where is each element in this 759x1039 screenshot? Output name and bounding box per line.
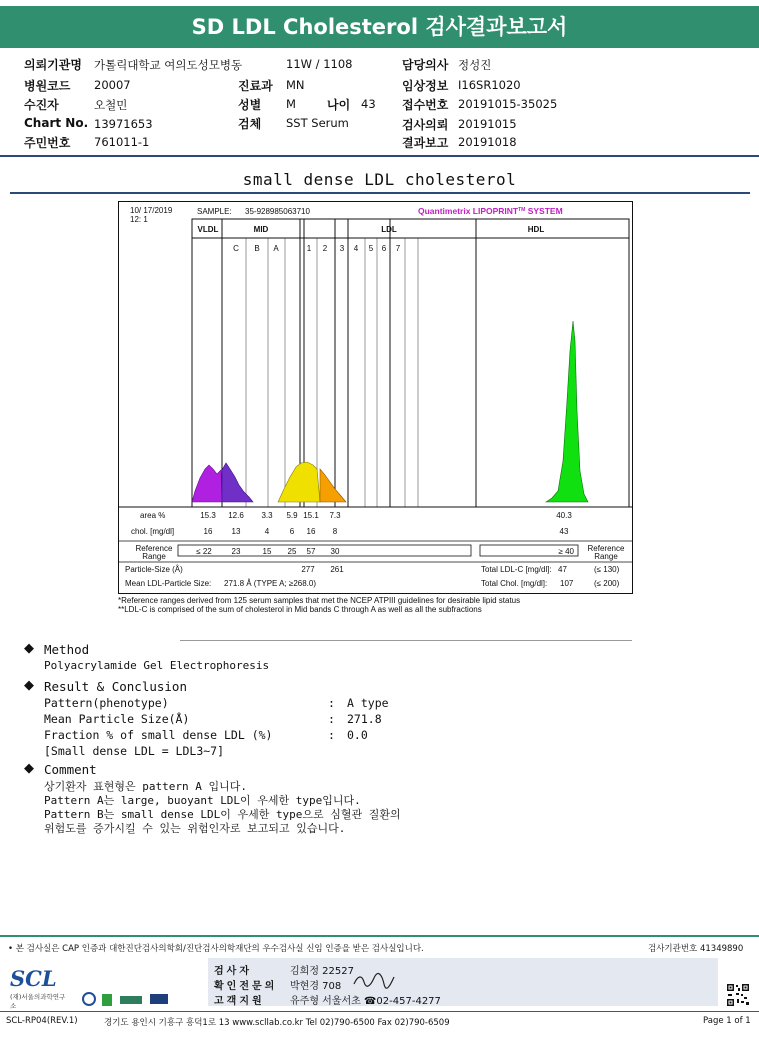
particle-size-1: 277 bbox=[301, 565, 315, 574]
ref-hdl-value: ≥ 40 bbox=[558, 547, 574, 556]
request-label: 검사의뢰 bbox=[402, 118, 449, 132]
ref-label-line1: Reference bbox=[135, 544, 173, 553]
subband-label: 4 bbox=[353, 244, 359, 253]
mean-size-value: 271.8 Å (TYPE A; ≥268.0) bbox=[224, 579, 316, 588]
sex-label: 성별 bbox=[238, 98, 262, 112]
result-sep-pattern: : bbox=[328, 696, 335, 710]
footnotes bbox=[118, 596, 638, 614]
staff-role-support: 고객지원 bbox=[214, 996, 265, 1007]
comment-heading: Comment bbox=[44, 762, 97, 777]
sample-label: SAMPLE: bbox=[197, 207, 232, 216]
clinical-info-label: 임상정보 bbox=[402, 79, 449, 93]
staff-name-specialist: 박현경 708 bbox=[290, 981, 342, 992]
request-value: 20191015 bbox=[458, 117, 517, 131]
area-value: 15.3 bbox=[200, 511, 216, 520]
diamond-bullet-icon: ◆ bbox=[24, 641, 34, 656]
comment-line-3: Pattern B는 small dense LDL이 우세한 type으로 심혈관 질환의 bbox=[44, 808, 401, 821]
footer-bottom-rule bbox=[0, 1011, 759, 1012]
subband-label: B bbox=[254, 244, 260, 253]
kaclm-logo-icon bbox=[150, 994, 168, 1004]
group-label-mid: MID bbox=[253, 225, 269, 234]
institution-label: 의뢰기관명 bbox=[24, 58, 82, 72]
age-value: 43 bbox=[361, 97, 376, 111]
info-divider bbox=[0, 155, 759, 157]
method-text: Polyacrylamide Gel Electrophoresis bbox=[44, 659, 270, 672]
brand-label: Quantimetrix LIPOPRINT™ SYSTEM bbox=[418, 206, 563, 216]
footer-top-rule bbox=[0, 935, 759, 937]
chart-no-value: 13971653 bbox=[94, 117, 153, 131]
doctor-value: 정성진 bbox=[458, 58, 492, 72]
chol-value: 16 bbox=[203, 527, 213, 536]
hospital-code-value: 20007 bbox=[94, 78, 131, 92]
receipt-label: 접수번호 bbox=[402, 98, 449, 112]
lab-address: 경기도 용인시 기흥구 흥덕1로 13 www.scllab.co.kr Tel 02)790-6500 Fax 02)790-6509 bbox=[104, 1018, 450, 1028]
subband-label: 3 bbox=[339, 244, 345, 253]
result-value-pattern: A type bbox=[347, 696, 389, 710]
form-code: SCL-RP04(REV.1) bbox=[6, 1016, 78, 1026]
staff-role-specialist: 확인전문의 bbox=[214, 981, 278, 992]
doctor-label: 담당의사 bbox=[402, 58, 449, 72]
hospital-code-label: 병원코드 bbox=[24, 79, 71, 93]
subband-label: 1 bbox=[306, 244, 312, 253]
patient-label: 수진자 bbox=[24, 98, 59, 112]
total-ldl-label: Total LDL-C [mg/dl]: bbox=[481, 565, 552, 574]
certification-text: • 본 검사실은 CAP 인증과 대한진단검사의학회/진단검사의학재단의 우수검사실 신임 인증을 받은 검사실입니다. bbox=[8, 944, 424, 954]
group-label-vldl: VLDL bbox=[197, 225, 219, 234]
ref-value: 23 bbox=[231, 547, 241, 556]
staff-name-tester: 김희정 22527 bbox=[290, 966, 354, 977]
staff-role-tester: 검사자 bbox=[214, 966, 252, 977]
area-value: 40.3 bbox=[556, 511, 572, 520]
result-label-pattern: Pattern(phenotype) bbox=[44, 696, 169, 710]
total-ldl-ref: (≤ 130) bbox=[594, 565, 620, 574]
ref-label-line2: Range bbox=[142, 552, 166, 561]
chol-value: 16 bbox=[306, 527, 316, 536]
age-label: 나이 bbox=[327, 98, 351, 112]
specimen-value: SST Serum bbox=[286, 116, 349, 130]
footnote-1: *Reference ranges derived from 125 serum samples that met the NCEP ATPIII guidelines for desirable lipid status bbox=[118, 596, 521, 605]
specimen-label: 검체 bbox=[238, 117, 262, 131]
total-chol-ref: (≤ 200) bbox=[594, 579, 620, 588]
method-heading: Method bbox=[44, 642, 90, 657]
chol-value: 6 bbox=[289, 527, 295, 536]
result-label-size: Mean Particle Size(Å) bbox=[44, 712, 190, 726]
id-label: 주민번호 bbox=[24, 136, 71, 150]
ref-value: 30 bbox=[330, 547, 340, 556]
dept-label: 진료과 bbox=[238, 79, 273, 93]
ksmi-logo-icon bbox=[120, 996, 142, 1004]
area-value: 15.1 bbox=[303, 511, 319, 520]
qr-code-icon bbox=[726, 983, 750, 1007]
sex-value: M bbox=[286, 97, 296, 111]
footnote-2: **LDL-C is comprised of the sum of cholesterol in Mid bands C through A as well as all the subfractions bbox=[118, 605, 482, 614]
ref-label-right-2: Range bbox=[594, 552, 618, 561]
result-value-fraction: 0.0 bbox=[347, 728, 368, 742]
ref-value: 57 bbox=[306, 547, 316, 556]
area-label: area % bbox=[140, 511, 166, 520]
staff-name-support: 유주형 서울서초 ☎02-457-4277 bbox=[290, 996, 441, 1007]
chol-value: 8 bbox=[332, 527, 338, 536]
scl-logo-subtitle: (재)서울의과학연구소 bbox=[10, 993, 66, 1010]
accreditation-logos bbox=[80, 990, 175, 1008]
area-value: 5.9 bbox=[286, 511, 298, 520]
subband-label: 5 bbox=[368, 244, 374, 253]
section-title: small dense LDL cholesterol bbox=[242, 170, 517, 189]
total-chol-value: 107 bbox=[560, 579, 574, 588]
chol-value: 4 bbox=[264, 527, 270, 536]
result-label-fraction: Fraction % of small dense LDL (%) bbox=[44, 728, 273, 742]
staff-box bbox=[208, 958, 718, 1006]
comment-line-1: 상기환자 표현형은 pattern A 입니다. bbox=[44, 780, 247, 793]
section-divider bbox=[10, 192, 750, 194]
receipt-value: 20191015-35025 bbox=[458, 97, 558, 111]
result-sep-fraction: : bbox=[328, 728, 335, 742]
subband-label: 6 bbox=[381, 244, 387, 253]
cap-logo-icon bbox=[83, 993, 95, 1005]
chart-no-label: Chart No. bbox=[24, 116, 89, 130]
kslm-logo-icon bbox=[102, 994, 112, 1006]
comment-line-4: 위험도를 증가시킬 수 있는 위험인자로 보고되고 있습니다. bbox=[44, 822, 346, 835]
id-value: 761011-1 bbox=[94, 135, 150, 149]
particle-size-2: 261 bbox=[330, 565, 344, 574]
result-note: [Small dense LDL = LDL3~7] bbox=[44, 744, 225, 758]
diamond-bullet-icon: ◆ bbox=[24, 761, 34, 776]
ward-value: 11W / 1108 bbox=[286, 57, 353, 71]
result-sep-size: : bbox=[328, 712, 335, 726]
result-heading: Result & Conclusion bbox=[44, 679, 187, 694]
scl-logo bbox=[10, 966, 70, 1008]
lab-number: 검사기관번호 41349890 bbox=[648, 944, 744, 954]
area-value: 12.6 bbox=[228, 511, 244, 520]
page-number: Page 1 of 1 bbox=[703, 1016, 751, 1026]
ref-value: 25 bbox=[287, 547, 297, 556]
scl-logo-text: SCL bbox=[10, 966, 57, 991]
institution-value: 가톨릭대학교 여의도성모병동 bbox=[94, 58, 243, 72]
patient-value: 오철민 bbox=[94, 98, 128, 112]
clinical-info-value: I16SR1020 bbox=[458, 78, 521, 92]
diamond-bullet-icon: ◆ bbox=[24, 678, 34, 693]
subband-label: 7 bbox=[395, 244, 401, 253]
chol-value: 13 bbox=[231, 527, 241, 536]
ref-value: 15 bbox=[262, 547, 272, 556]
report-value: 20191018 bbox=[458, 135, 517, 149]
comment-line-2: Pattern A는 large, buoyant LDL이 우세한 type입니다. bbox=[44, 794, 361, 807]
subband-label: A bbox=[273, 244, 279, 253]
sample-id: 35-928985063710 bbox=[245, 207, 310, 216]
subband-label: 2 bbox=[322, 244, 328, 253]
chart-frame bbox=[119, 202, 633, 594]
lipoprint-chart bbox=[118, 201, 633, 594]
mean-size-label: Mean LDL-Particle Size: bbox=[125, 579, 212, 588]
area-value: 7.3 bbox=[329, 511, 341, 520]
total-chol-label: Total Chol. [mg/dl]: bbox=[481, 579, 548, 588]
subband-label: C bbox=[233, 244, 239, 253]
chol-label: chol. [mg/dl] bbox=[131, 527, 175, 536]
chart-run: 12: 1 bbox=[130, 215, 148, 224]
ref-value: ≤ 22 bbox=[196, 547, 212, 556]
chart-date: 10/ 17/2019 bbox=[130, 206, 173, 215]
report-label: 결과보고 bbox=[402, 136, 449, 150]
method-divider bbox=[180, 640, 632, 641]
group-label-hdl: HDL bbox=[527, 225, 545, 234]
chol-value: 43 bbox=[559, 527, 569, 536]
report-title: SD LDL Cholesterol 검사결과보고서 bbox=[191, 15, 568, 39]
dept-value: MN bbox=[286, 78, 305, 92]
total-ldl-value: 47 bbox=[558, 565, 567, 574]
area-value: 3.3 bbox=[261, 511, 273, 520]
result-value-size: 271.8 bbox=[347, 712, 382, 726]
signature-icon bbox=[352, 972, 396, 990]
group-label-ldl: LDL bbox=[381, 225, 397, 234]
ref-label-right-1: Reference bbox=[587, 544, 625, 553]
particle-size-label: Particle-Size (Å) bbox=[125, 565, 183, 574]
